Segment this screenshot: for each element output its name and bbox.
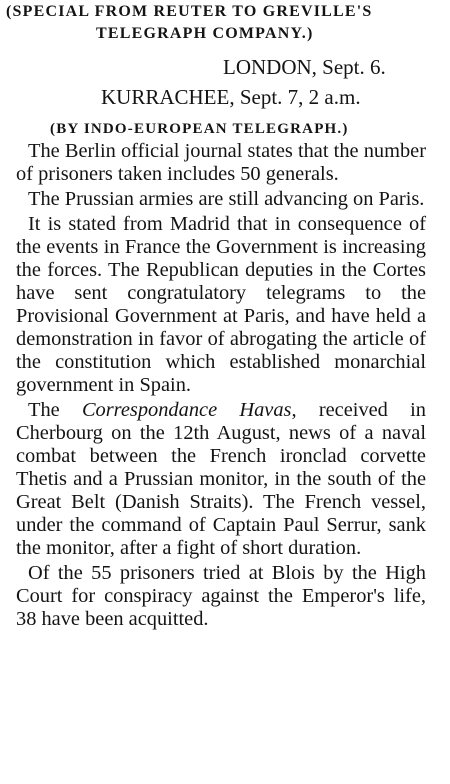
dateline-london: LONDON, Sept. 6. [223, 55, 386, 79]
article-body [16, 140, 426, 633]
paragraph-blois-trial: Of the 55 prisoners tried at Blois by the High Court for conspiracy against the Emperor's life, 38 have been acquitted. [16, 562, 426, 630]
naval-lead: The [28, 399, 82, 421]
naval-rest: , received in Cherbourg on the 12th August, news of a naval combat between the French ironclad corvette Thetis and a Prussian monitor, in the south of the Great Belt (Danish Straits). The French vessel, under the command of Captain Paul Serrur, sank the monitor, after a fight of short duration. [16, 399, 426, 559]
source-line-2: TELEGRAPH COMPANY.) [96, 25, 314, 42]
paragraph-madrid: It is stated from Madrid that in consequence of the events in France the Government is increasing the forces. The Republican deputies in the Cortes have sent congratulatory telegrams to the Provisional Government at Paris, and have held a demonstration in favor of abrogating the article of the constitution which established monarchial government in Spain. [16, 213, 426, 396]
paragraph-prussian-armies: The Prussian armies are still advancing on Paris. [28, 188, 425, 210]
paragraph-berlin: The Berlin official journal states that the number of prisoners taken includes 50 generals. [16, 140, 426, 185]
dateline-kurrachee: KURRACHEE, Sept. 7, 2 a.m. [101, 85, 361, 109]
paragraph-naval-combat [16, 399, 426, 560]
source-line-1: (SPECIAL FROM REUTER TO GREVILLE'S [6, 3, 373, 20]
publication-title: Correspondance Havas [81, 399, 292, 421]
telegraph-route: (BY INDO-EUROPEAN TELEGRAPH.) [50, 121, 349, 137]
